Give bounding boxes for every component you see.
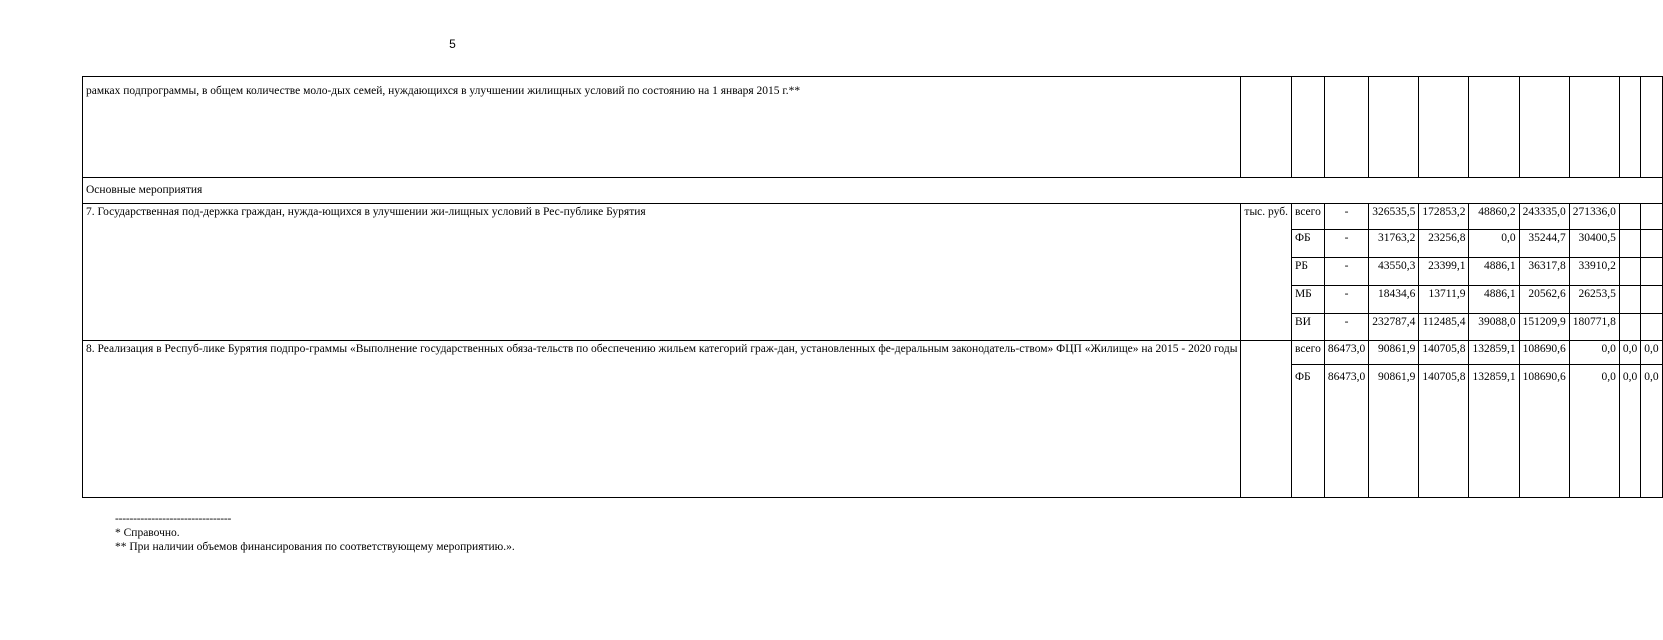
value-cell: 271336,0 bbox=[1569, 204, 1619, 230]
value-cell: 0,0 bbox=[1641, 365, 1662, 498]
value-cell: 326535,5 bbox=[1369, 204, 1419, 230]
value-cell bbox=[1619, 314, 1640, 341]
intro-row bbox=[83, 77, 1663, 178]
value-cell: 35244,7 bbox=[1519, 230, 1569, 258]
value-cell: 90861,9 bbox=[1369, 365, 1419, 498]
value-cell: - bbox=[1324, 230, 1368, 258]
value-cell bbox=[1619, 258, 1640, 286]
value-cell bbox=[1619, 204, 1640, 230]
value-cell: 0,0 bbox=[1641, 341, 1662, 365]
value-cell bbox=[1641, 204, 1662, 230]
value-cell: 43550,3 bbox=[1369, 258, 1419, 286]
table-row bbox=[83, 204, 1663, 230]
source-cell: всего bbox=[1291, 204, 1324, 230]
value-cell: 172853,2 bbox=[1419, 204, 1469, 230]
table-cell bbox=[1241, 77, 1292, 178]
value-cell: 0,0 bbox=[1619, 365, 1640, 498]
table-cell bbox=[1641, 77, 1662, 178]
value-cell: 0,0 bbox=[1469, 230, 1519, 258]
intro-row-name: рамках подпрограммы, в общем количестве моло-дых семей, нуждающихся в улучшении жилищных условий по состоянию на 1 января 2015 г.** bbox=[83, 77, 1241, 178]
value-cell: 0,0 bbox=[1569, 365, 1619, 498]
table-cell bbox=[1369, 77, 1419, 178]
value-cell: 20562,6 bbox=[1519, 286, 1569, 314]
value-cell: 48860,2 bbox=[1469, 204, 1519, 230]
value-cell: 132859,1 bbox=[1469, 365, 1519, 498]
source-cell: всего bbox=[1291, 341, 1324, 365]
value-cell: 13711,9 bbox=[1419, 286, 1469, 314]
item8-unit bbox=[1241, 341, 1292, 498]
value-cell: 132859,1 bbox=[1469, 341, 1519, 365]
value-cell: 23256,8 bbox=[1419, 230, 1469, 258]
value-cell: 232787,4 bbox=[1369, 314, 1419, 341]
item8-name: 8. Реализация в Респуб-лике Бурятия подпро-граммы «Выполнение государственных обяза-тельств по обеспечению жильем категорий граж-дан, установленных фе-деральным законодатель-ством» ФЦП «Жилище» на 2015 - 2020 годы bbox=[83, 341, 1241, 498]
source-cell: ФБ bbox=[1291, 365, 1324, 498]
table-cell bbox=[1469, 77, 1519, 178]
value-cell bbox=[1619, 230, 1640, 258]
value-cell: 4886,1 bbox=[1469, 258, 1519, 286]
value-cell: - bbox=[1324, 286, 1368, 314]
value-cell: 86473,0 bbox=[1324, 365, 1368, 498]
value-cell: 90861,9 bbox=[1369, 341, 1419, 365]
value-cell: 18434,6 bbox=[1369, 286, 1419, 314]
table-cell bbox=[1291, 77, 1324, 178]
value-cell: 0,0 bbox=[1619, 341, 1640, 365]
value-cell: 180771,8 bbox=[1569, 314, 1619, 341]
page-number: 5 bbox=[449, 37, 456, 51]
value-cell: 151209,9 bbox=[1519, 314, 1569, 341]
value-cell: 31763,2 bbox=[1369, 230, 1419, 258]
value-cell: 0,0 bbox=[1569, 341, 1619, 365]
table-cell bbox=[1519, 77, 1569, 178]
source-cell: РБ bbox=[1291, 258, 1324, 286]
table-cell bbox=[1619, 77, 1640, 178]
value-cell: 4886,1 bbox=[1469, 286, 1519, 314]
item7-unit: тыс. руб. bbox=[1241, 204, 1292, 341]
table-cell bbox=[1324, 77, 1368, 178]
value-cell: 30400,5 bbox=[1569, 230, 1619, 258]
footnote-separator: -------------------------------- bbox=[115, 513, 232, 525]
value-cell bbox=[1641, 286, 1662, 314]
source-cell: ВИ bbox=[1291, 314, 1324, 341]
value-cell: 243335,0 bbox=[1519, 204, 1569, 230]
program-table bbox=[82, 76, 1663, 498]
value-cell: 39088,0 bbox=[1469, 314, 1519, 341]
value-cell: 112485,4 bbox=[1419, 314, 1469, 341]
value-cell: 140705,8 bbox=[1419, 341, 1469, 365]
source-cell: ФБ bbox=[1291, 230, 1324, 258]
value-cell: 86473,0 bbox=[1324, 341, 1368, 365]
value-cell: - bbox=[1324, 258, 1368, 286]
footnote-2: ** При наличии объемов финансирования по соответствующему мероприятию.». bbox=[115, 541, 515, 553]
value-cell: 108690,6 bbox=[1519, 341, 1569, 365]
value-cell: 23399,1 bbox=[1419, 258, 1469, 286]
item7-name: 7. Государственная под-держка граждан, нужда-ющихся в улучшении жи-лищных условий в Рес-публике Бурятия bbox=[83, 204, 1241, 341]
table-cell bbox=[1569, 77, 1619, 178]
value-cell: - bbox=[1324, 314, 1368, 341]
value-cell: 108690,6 bbox=[1519, 365, 1569, 498]
table-cell bbox=[1419, 77, 1469, 178]
section-heading-row bbox=[83, 178, 1663, 204]
table-row bbox=[83, 341, 1663, 365]
value-cell: 33910,2 bbox=[1569, 258, 1619, 286]
source-cell: МБ bbox=[1291, 286, 1324, 314]
value-cell: - bbox=[1324, 204, 1368, 230]
value-cell: 36317,8 bbox=[1519, 258, 1569, 286]
value-cell: 140705,8 bbox=[1419, 365, 1469, 498]
value-cell bbox=[1641, 258, 1662, 286]
footnotes bbox=[115, 512, 515, 554]
value-cell bbox=[1619, 286, 1640, 314]
footnote-1: * Справочно. bbox=[115, 527, 180, 539]
value-cell bbox=[1641, 230, 1662, 258]
value-cell: 26253,5 bbox=[1569, 286, 1619, 314]
section-heading: Основные мероприятия bbox=[83, 178, 1663, 204]
value-cell bbox=[1641, 314, 1662, 341]
